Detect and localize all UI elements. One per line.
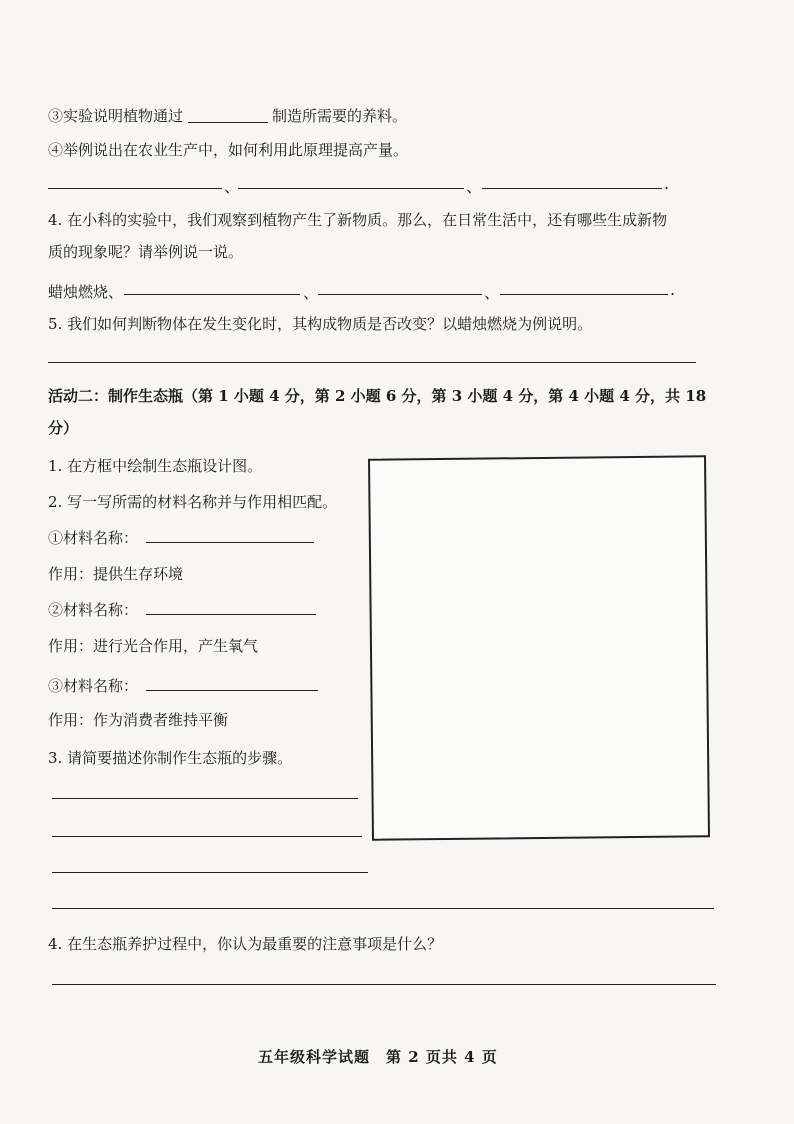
q3-text-post: 制造所需要的养料。 (272, 107, 408, 125)
steps-answer-line-1[interactable] (52, 798, 358, 799)
material-2-answer-blank[interactable] (146, 614, 316, 615)
design-drawing-box[interactable] (368, 455, 710, 841)
material-1-answer-blank[interactable] (146, 542, 314, 543)
question4-answer-blank-3[interactable] (500, 294, 668, 295)
q4-answer-blank-3[interactable] (482, 188, 662, 189)
separator-mark: 、 (466, 177, 483, 196)
material-3-use: 作用：作为消费者维持平衡 (48, 711, 229, 729)
steps-answer-line-3[interactable] (52, 872, 368, 873)
q3-answer-blank[interactable] (188, 122, 268, 123)
material-3-answer-blank[interactable] (146, 690, 318, 691)
steps-answer-line-2[interactable] (52, 836, 362, 837)
question4-line1: 4. 在小科的实验中，我们观察到植物产生了新物质。那么，在日常生活中，还有哪些生成新物 (48, 211, 668, 229)
q4-answer-blank-1[interactable] (48, 188, 222, 189)
separator-mark: 、 (303, 283, 320, 302)
end-mark: . (664, 174, 670, 193)
q4-sub-text: ④举例说出在农业生产中，如何利用此原理提高产量。 (48, 141, 409, 159)
end-mark: . (670, 280, 676, 299)
separator-mark: 、 (224, 177, 241, 196)
activity2-q2: 2. 写一写所需的材料名称并与作用相匹配。 (48, 493, 338, 511)
question4-line2: 质的现象呢？请举例说一说。 (48, 243, 244, 261)
page-footer: 五年级科学试题 第 2 页共 4 页 (258, 1048, 498, 1066)
material-3-label: ③材料名称： (48, 677, 139, 695)
q3-text-pre: ③实验说明植物通过 (48, 107, 184, 125)
material-1-use: 作用：提供生存环境 (48, 565, 184, 583)
separator-mark: 、 (484, 283, 501, 302)
material-2-label: ②材料名称： (48, 601, 139, 619)
activity2-q1: 1. 在方框中绘制生态瓶设计图。 (48, 457, 263, 475)
q4-answer-blank-2[interactable] (238, 188, 464, 189)
activity2-q3: 3. 请简要描述你制作生态瓶的步骤。 (48, 749, 293, 767)
activity2-q4: 4. 在生态瓶养护过程中，你认为最重要的注意事项是什么？ (48, 935, 443, 953)
material-1-label: ①材料名称： (48, 529, 139, 547)
steps-answer-line-4[interactable] (52, 908, 714, 909)
activity2-q4-answer-line[interactable] (52, 984, 716, 985)
question4-example: 蜡烛燃烧、 (48, 283, 124, 301)
activity2-title-line2: 分） (48, 419, 79, 437)
question4-answer-blank-2[interactable] (318, 294, 482, 295)
question5-text: 5. 我们如何判断物体在发生变化时，其构成物质是否改变？以蜡烛燃烧为例说明。 (48, 315, 593, 333)
material-2-use: 作用：进行光合作用，产生氧气 (48, 637, 259, 655)
question4-answer-blank-1[interactable] (124, 294, 300, 295)
activity2-title-line1: 活动二：制作生态瓶（第 1 小题 4 分，第 2 小题 6 分，第 3 小题 4 分，第 4 小题 4 分，共 18 (48, 387, 707, 405)
question5-answer-blank[interactable] (48, 362, 696, 363)
